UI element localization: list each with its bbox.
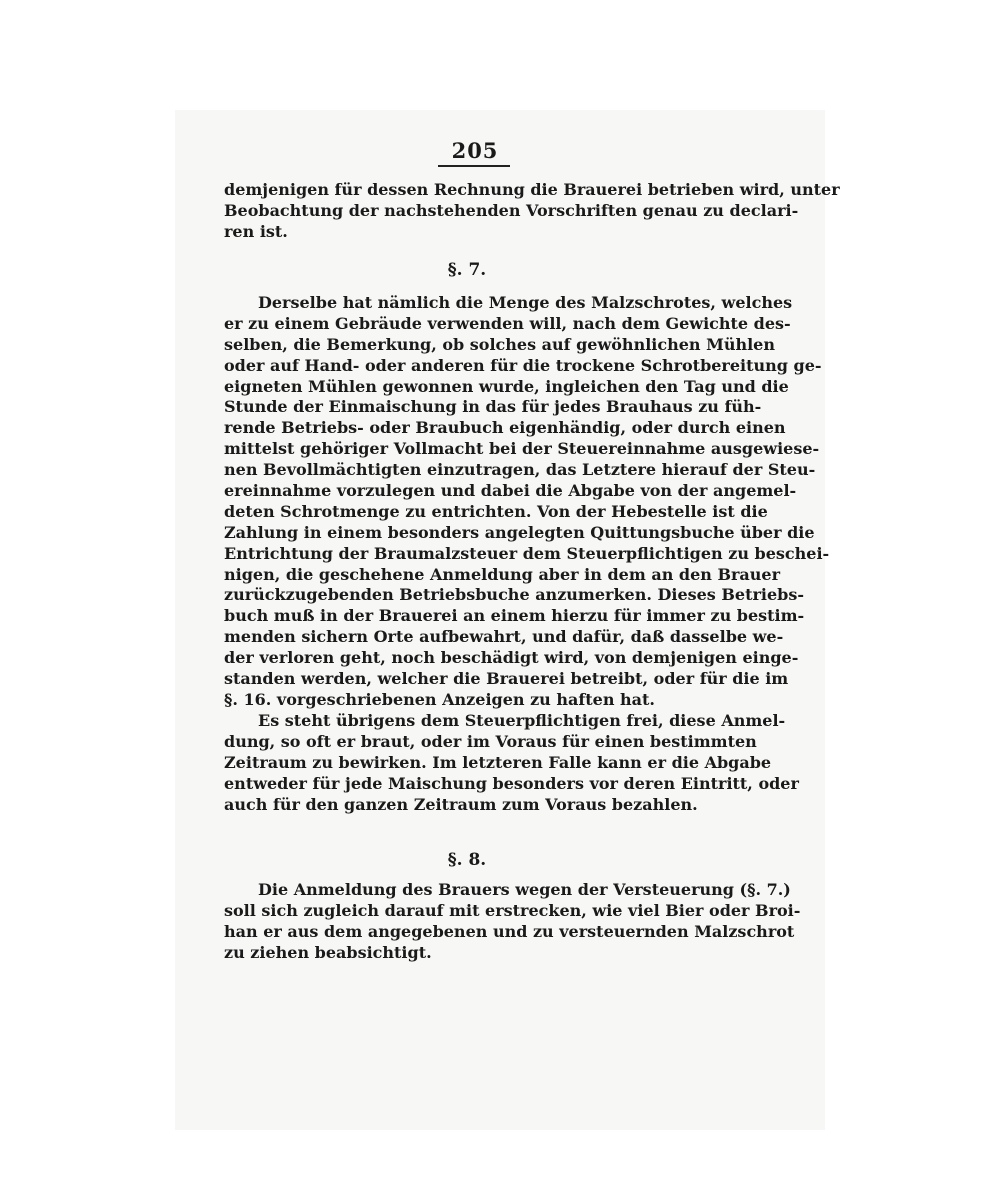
text-line: standen werden, welcher die Brauerei betreibt, oder für die im xyxy=(224,669,789,689)
section-7-paragraph-1 xyxy=(224,293,830,711)
text-line: dung, so oft er braut, oder im Voraus für einen bestimmten xyxy=(224,731,757,751)
text-line: Zeitraum zu bewirken. Im letzteren Falle kann er die Abgabe xyxy=(224,752,772,772)
text-line: Entrichtung der Braumalzsteuer dem Steuerpflichtigen zu beschei- xyxy=(224,543,830,563)
text-line: nen Bevollmächtigten einzutragen, das Letztere hierauf der Steu- xyxy=(224,460,816,480)
text-line: deten Schrotmenge zu entrichten. Von der Hebestelle ist die xyxy=(224,501,768,521)
section-heading-8: §. 8. xyxy=(447,850,487,870)
text-line: han er aus dem angegebenen und zu versteuernden Malzschrot xyxy=(224,921,795,941)
text-line: mittelst gehöriger Vollmacht bei der Steuereinnahme ausgewiese- xyxy=(224,439,820,459)
text-line: rende Betriebs- oder Braubuch eigenhändig, oder durch einen xyxy=(224,418,786,438)
text-line: soll sich zugleich darauf mit erstrecken, wie viel Bier oder Broi- xyxy=(224,900,801,920)
text-line: der verloren geht, noch beschädigt wird, von demjenigen einge- xyxy=(224,648,799,668)
text-line: Es steht übrigens dem Steuerpflichtigen frei, diese Anmel- xyxy=(258,711,786,730)
text-line: nigen, die geschehene Anmeldung aber in dem an den Brauer xyxy=(224,564,781,584)
text-line: buch muß in der Brauerei an einem hierzu für immer zu bestim- xyxy=(224,606,805,626)
section-8-paragraph xyxy=(224,880,801,964)
page-number-rule xyxy=(438,165,510,167)
text-line: ren ist. xyxy=(224,221,288,241)
text-line: entweder für jede Maischung besonders vor deren Eintritt, oder xyxy=(224,773,799,793)
text-line: zu ziehen beabsichtigt. xyxy=(224,942,432,962)
text-line: demjenigen für dessen Rechnung die Brauerei betrieben wird, unter xyxy=(224,180,840,199)
section-7-paragraph-2 xyxy=(224,711,799,815)
text-line: menden sichern Orte aufbewahrt, und dafür, daß dasselbe we- xyxy=(224,627,784,647)
text-line: §. 16. vorgeschriebenen Anzeigen zu haften hat. xyxy=(224,689,655,709)
section-heading-7: §. 7. xyxy=(447,260,487,280)
page-number: 205 xyxy=(451,138,499,163)
text-line: selben, die Bemerkung, ob solches auf gewöhnlichen Mühlen xyxy=(224,334,775,354)
text-line: oder auf Hand- oder anderen für die trockene Schrotbereitung ge- xyxy=(224,355,822,375)
text-line: ereinnahme vorzulegen und dabei die Abgabe von der angemel- xyxy=(224,481,797,501)
text-line: eigneten Mühlen gewonnen wurde, ingleichen den Tag und die xyxy=(224,376,789,396)
text-line: zurückzugebenden Betriebsbuche anzumerken. Dieses Betriebs- xyxy=(224,585,804,605)
text-line: Derselbe hat nämlich die Menge des Malzschrotes, welches xyxy=(258,293,793,312)
text-line: Stunde der Einmaischung in das für jedes Brauhaus zu füh- xyxy=(224,397,762,417)
text-line: Die Anmeldung des Brauers wegen der Versteuerung (§. 7.) xyxy=(258,880,791,899)
text-line: auch für den ganzen Zeitraum zum Voraus bezahlen. xyxy=(224,794,698,814)
paragraph-continuation xyxy=(224,180,840,243)
text-line: er zu einem Gebräude verwenden will, nach dem Gewichte des- xyxy=(224,313,791,333)
text-line: Zahlung in einem besonders angelegten Quittungsbuche über die xyxy=(224,522,815,542)
text-line: Beobachtung der nachstehenden Vorschriften genau zu declari- xyxy=(224,200,799,220)
